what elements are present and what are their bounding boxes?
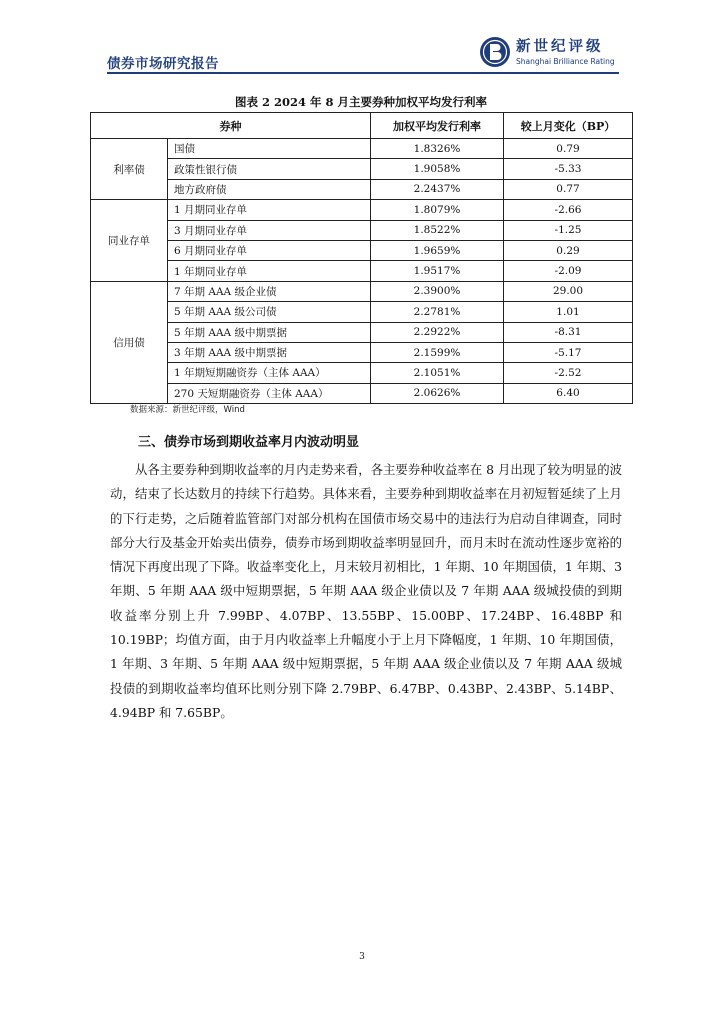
logo-chinese-name: 新世纪评级 [516,38,604,55]
change-cell: 0.29 [504,240,633,260]
column-header-rate: 加权平均发行利率 [371,113,504,139]
bond-name-cell: 地方政府债 [168,179,371,199]
category-cell: 同业存单 [91,200,168,282]
table-row [91,240,633,260]
bond-name-cell: 1 年期同业存单 [168,261,371,281]
rate-cell: 1.9659% [371,240,504,260]
table-row [91,220,633,240]
category-cell: 利率债 [91,139,168,200]
change-cell: -2.09 [504,261,633,281]
rate-cell: 2.2437% [371,179,504,199]
table-row [91,302,633,322]
table-row [91,139,633,159]
change-cell: -2.52 [504,363,633,383]
table-row [91,200,633,220]
rate-cell: 2.1599% [371,342,504,362]
table-row [91,383,633,403]
change-cell: -1.25 [504,220,633,240]
body-paragraph: 从各主要券种到期收益率的月内走势来看，各主要券种收益率在 8 月出现了较为明显的波动，结束了长达数月的持续下行趋势。具体来看，主要券种到期收益率在月初短暂延续了上月的下行走势，之后随着监管部门对部分机构在国债市场交易中的违法行为启动自律调查，同时部分大行及基金开始卖出债券，债券市场到期收益率明显回升，而月末时在流动性逐步宽裕的情况下再度出现了下降。收益率变化上，月末较月初相比，1 年期、10 年期国债，1 年期、3 年期、5 年期 AAA 级中短期票据，5 年期 AAA 级企业债以及 7 年期 AAA 级城投债的到期收益率分别上升 7.99BP、4.07BP、13.55BP、15.00BP、17.24BP、16.48BP 和 10.19BP；均值方面，由于月内收益率上升幅度小于上月下降幅度，1 年期、10 年期国债，1 年期、3 年期、5 年期 AAA 级中短期票据，5 年期 AAA 级企业债以及 7 年期 AAA 级城投债的到期收益率均值环比则分别下降 2.79BP、6.47BP、0.43BP、2.43BP、5.14BP、4.94BP 和 7.65BP。 [110,462,622,720]
bond-name-cell: 1 月期同业存单 [168,200,371,220]
header-divider [107,72,619,74]
change-cell: -8.31 [504,322,633,342]
column-header-bond-type: 券种 [91,113,371,139]
rate-cell: 2.2922% [371,322,504,342]
rate-cell: 1.8326% [371,139,504,159]
section-heading: 三、债券市场到期收益率月内波动明显 [138,435,360,450]
rate-cell: 1.8079% [371,200,504,220]
rate-cell: 2.0626% [371,383,504,403]
table-row [91,159,633,179]
logo-emblem-icon [478,35,512,69]
table-row [91,342,633,362]
rate-cell: 2.1051% [371,363,504,383]
logo-english-name: Shanghai Brilliance Rating [516,57,615,66]
bond-name-cell: 3 月期同业存单 [168,220,371,240]
category-cell: 信用债 [91,281,168,403]
change-cell: 6.40 [504,383,633,403]
change-cell: 1.01 [504,302,633,322]
bond-name-cell: 5 年期 AAA 级公司债 [168,302,371,322]
change-cell: 0.79 [504,139,633,159]
bond-name-cell: 政策性银行债 [168,159,371,179]
company-logo [478,35,623,71]
bond-name-cell: 5 年期 AAA 级中期票据 [168,322,371,342]
page-number: 3 [359,952,365,962]
table-row [91,179,633,199]
rate-cell: 2.2781% [371,302,504,322]
table-row [91,322,633,342]
table-row [91,281,633,301]
change-cell: 0.77 [504,179,633,199]
bond-name-cell: 270 天短期融资券（主体 AAA） [168,383,371,403]
table-row [91,261,633,281]
rate-cell: 1.8522% [371,220,504,240]
table-caption: 图表 2 2024 年 8 月主要券种加权平均发行利率 [234,95,488,109]
change-cell: -5.33 [504,159,633,179]
bond-name-cell: 国债 [168,139,371,159]
bond-name-cell: 7 年期 AAA 级企业债 [168,281,371,301]
rate-table [90,112,633,404]
change-cell: -5.17 [504,342,633,362]
table-header-row [91,113,633,139]
rate-cell: 1.9058% [371,159,504,179]
table-row [91,363,633,383]
data-source-note: 数据来源：新世纪评级，Wind [130,405,245,415]
bond-name-cell: 3 年期 AAA 级中期票据 [168,342,371,362]
change-cell: -2.66 [504,200,633,220]
change-cell: 29.00 [504,281,633,301]
rate-cell: 1.9517% [371,261,504,281]
rate-cell: 2.3900% [371,281,504,301]
bond-name-cell: 1 年期短期融资券（主体 AAA） [168,363,371,383]
column-header-change: 较上月变化（BP） [504,113,633,139]
report-title: 债券市场研究报告 [107,56,219,72]
bond-name-cell: 6 月期同业存单 [168,240,371,260]
